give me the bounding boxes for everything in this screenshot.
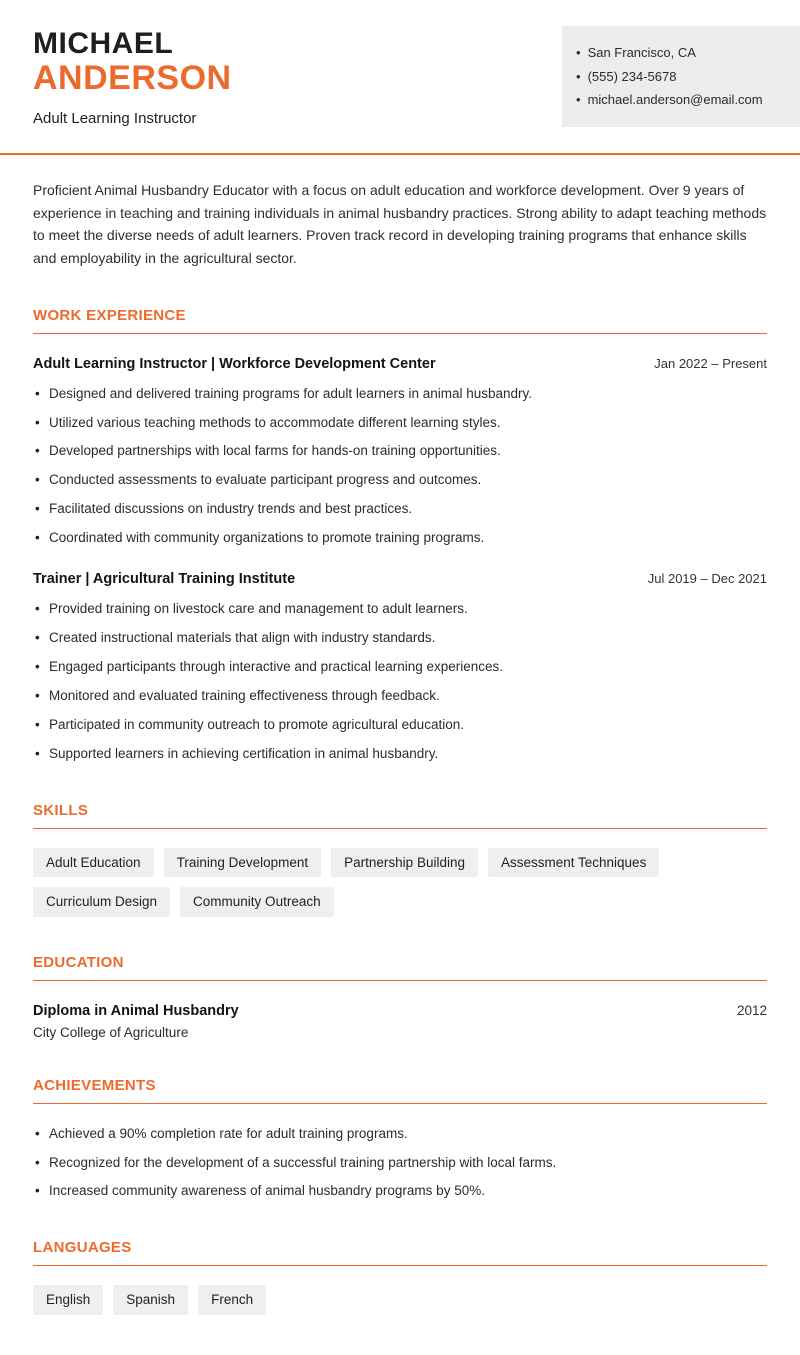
job-title: Adult Learning Instructor | Workforce Development Center <box>33 355 436 372</box>
bullet-item: • Monitored and evaluated training effectiveness through feedback. <box>33 686 767 707</box>
education-year: 2012 <box>736 1002 767 1018</box>
job-entry <box>33 571 767 765</box>
language-tag: Spanish <box>113 1285 188 1315</box>
section-title-skills: SKILLS <box>33 802 767 829</box>
header <box>33 0 767 127</box>
header-divider <box>0 153 800 155</box>
section-skills <box>33 802 767 917</box>
skills-tag-list <box>33 848 767 917</box>
achievements-list <box>33 1124 767 1203</box>
last-name: ANDERSON <box>33 58 232 97</box>
bullet-icon: • <box>576 92 581 108</box>
contact-location <box>576 44 784 62</box>
contact-phone <box>576 68 784 86</box>
bullet-item: • Conducted assessments to evaluate participant progress and outcomes. <box>33 470 767 491</box>
bullet-item: • Increased community awareness of animal husbandry programs by 50%. <box>33 1181 767 1202</box>
bullet-item: • Participated in community outreach to promote agricultural education. <box>33 715 767 736</box>
job-headline: Adult Learning Instructor <box>33 109 197 127</box>
bullet-icon: • <box>576 45 581 60</box>
section-languages <box>33 1239 767 1315</box>
contact-box <box>562 26 800 127</box>
contact-email <box>576 91 784 109</box>
bullet-item: • Designed and delivered training programs for adult learners in animal husbandry. <box>33 384 767 405</box>
summary-text: Proficient Animal Husbandry Educator with a focus on adult education and workforce development. Over 9 years of experience in teaching and training individuals in animal husbandry practices. Strong ability to adapt teaching methods to meet the diverse needs of adult learners. Proven track record in developing training programs that enhance skills and employability in the agricultural sector. <box>33 181 767 266</box>
bullet-item: • Utilized various teaching methods to accommodate different learning styles. <box>33 413 767 434</box>
job-entry <box>33 356 767 550</box>
skill-tag: Training Development <box>164 848 322 878</box>
skill-tag: Partnership Building <box>331 848 478 878</box>
section-title-work: WORK EXPERIENCE <box>33 307 767 334</box>
education-degree: Diploma in Animal Husbandry <box>33 1002 239 1019</box>
section-education <box>33 954 767 1040</box>
bullet-item: • Coordinated with community organizations to promote training programs. <box>33 528 767 549</box>
section-title-achievements: ACHIEVEMENTS <box>33 1077 767 1104</box>
bullet-icon: • <box>576 68 581 84</box>
bullet-item: • Facilitated discussions on industry trends and best practices. <box>33 499 767 520</box>
job-header <box>33 571 767 587</box>
bullet-item: • Recognized for the development of a successful training partnership with local farms. <box>33 1153 767 1174</box>
language-tag: English <box>33 1285 103 1315</box>
language-tag: French <box>198 1285 266 1315</box>
skill-tag: Assessment Techniques <box>488 848 659 878</box>
job-title: Trainer | Agricultural Training Institute <box>33 571 296 588</box>
first-name: MICHAEL <box>33 27 174 60</box>
languages-tag-list <box>33 1285 767 1315</box>
skill-tag: Community Outreach <box>180 887 334 917</box>
section-title-languages: LANGUAGES <box>33 1239 767 1266</box>
bullet-item: • Engaged participants through interactive and practical learning experiences. <box>33 657 767 678</box>
education-entry <box>33 1003 767 1040</box>
job-bullet-list <box>33 599 767 765</box>
section-title-education: EDUCATION <box>33 954 767 981</box>
contact-phone-text: (555) 234-5678 <box>587 68 677 84</box>
contact-location-text: San Francisco, CA <box>587 45 696 60</box>
job-header <box>33 356 767 372</box>
job-dates: Jan 2022 – Present <box>654 355 767 371</box>
section-work-experience <box>33 307 767 765</box>
bullet-item: • Achieved a 90% completion rate for adult training programs. <box>33 1124 767 1145</box>
bullet-item: • Provided training on livestock care and management to adult learners. <box>33 599 767 620</box>
education-header <box>33 1003 767 1019</box>
contact-email-text: michael.anderson@email.com <box>587 92 763 108</box>
job-bullet-list <box>33 384 767 550</box>
education-school: City College of Agriculture <box>33 1024 189 1040</box>
bullet-item: • Supported learners in achieving certification in animal husbandry. <box>33 744 767 765</box>
section-achievements <box>33 1077 767 1203</box>
bullet-item: • Developed partnerships with local farms for hands-on training opportunities. <box>33 441 767 462</box>
bullet-item: • Created instructional materials that align with industry standards. <box>33 628 767 649</box>
skill-tag: Adult Education <box>33 848 154 878</box>
skill-tag: Curriculum Design <box>33 887 170 917</box>
job-dates: Jul 2019 – Dec 2021 <box>647 571 767 587</box>
